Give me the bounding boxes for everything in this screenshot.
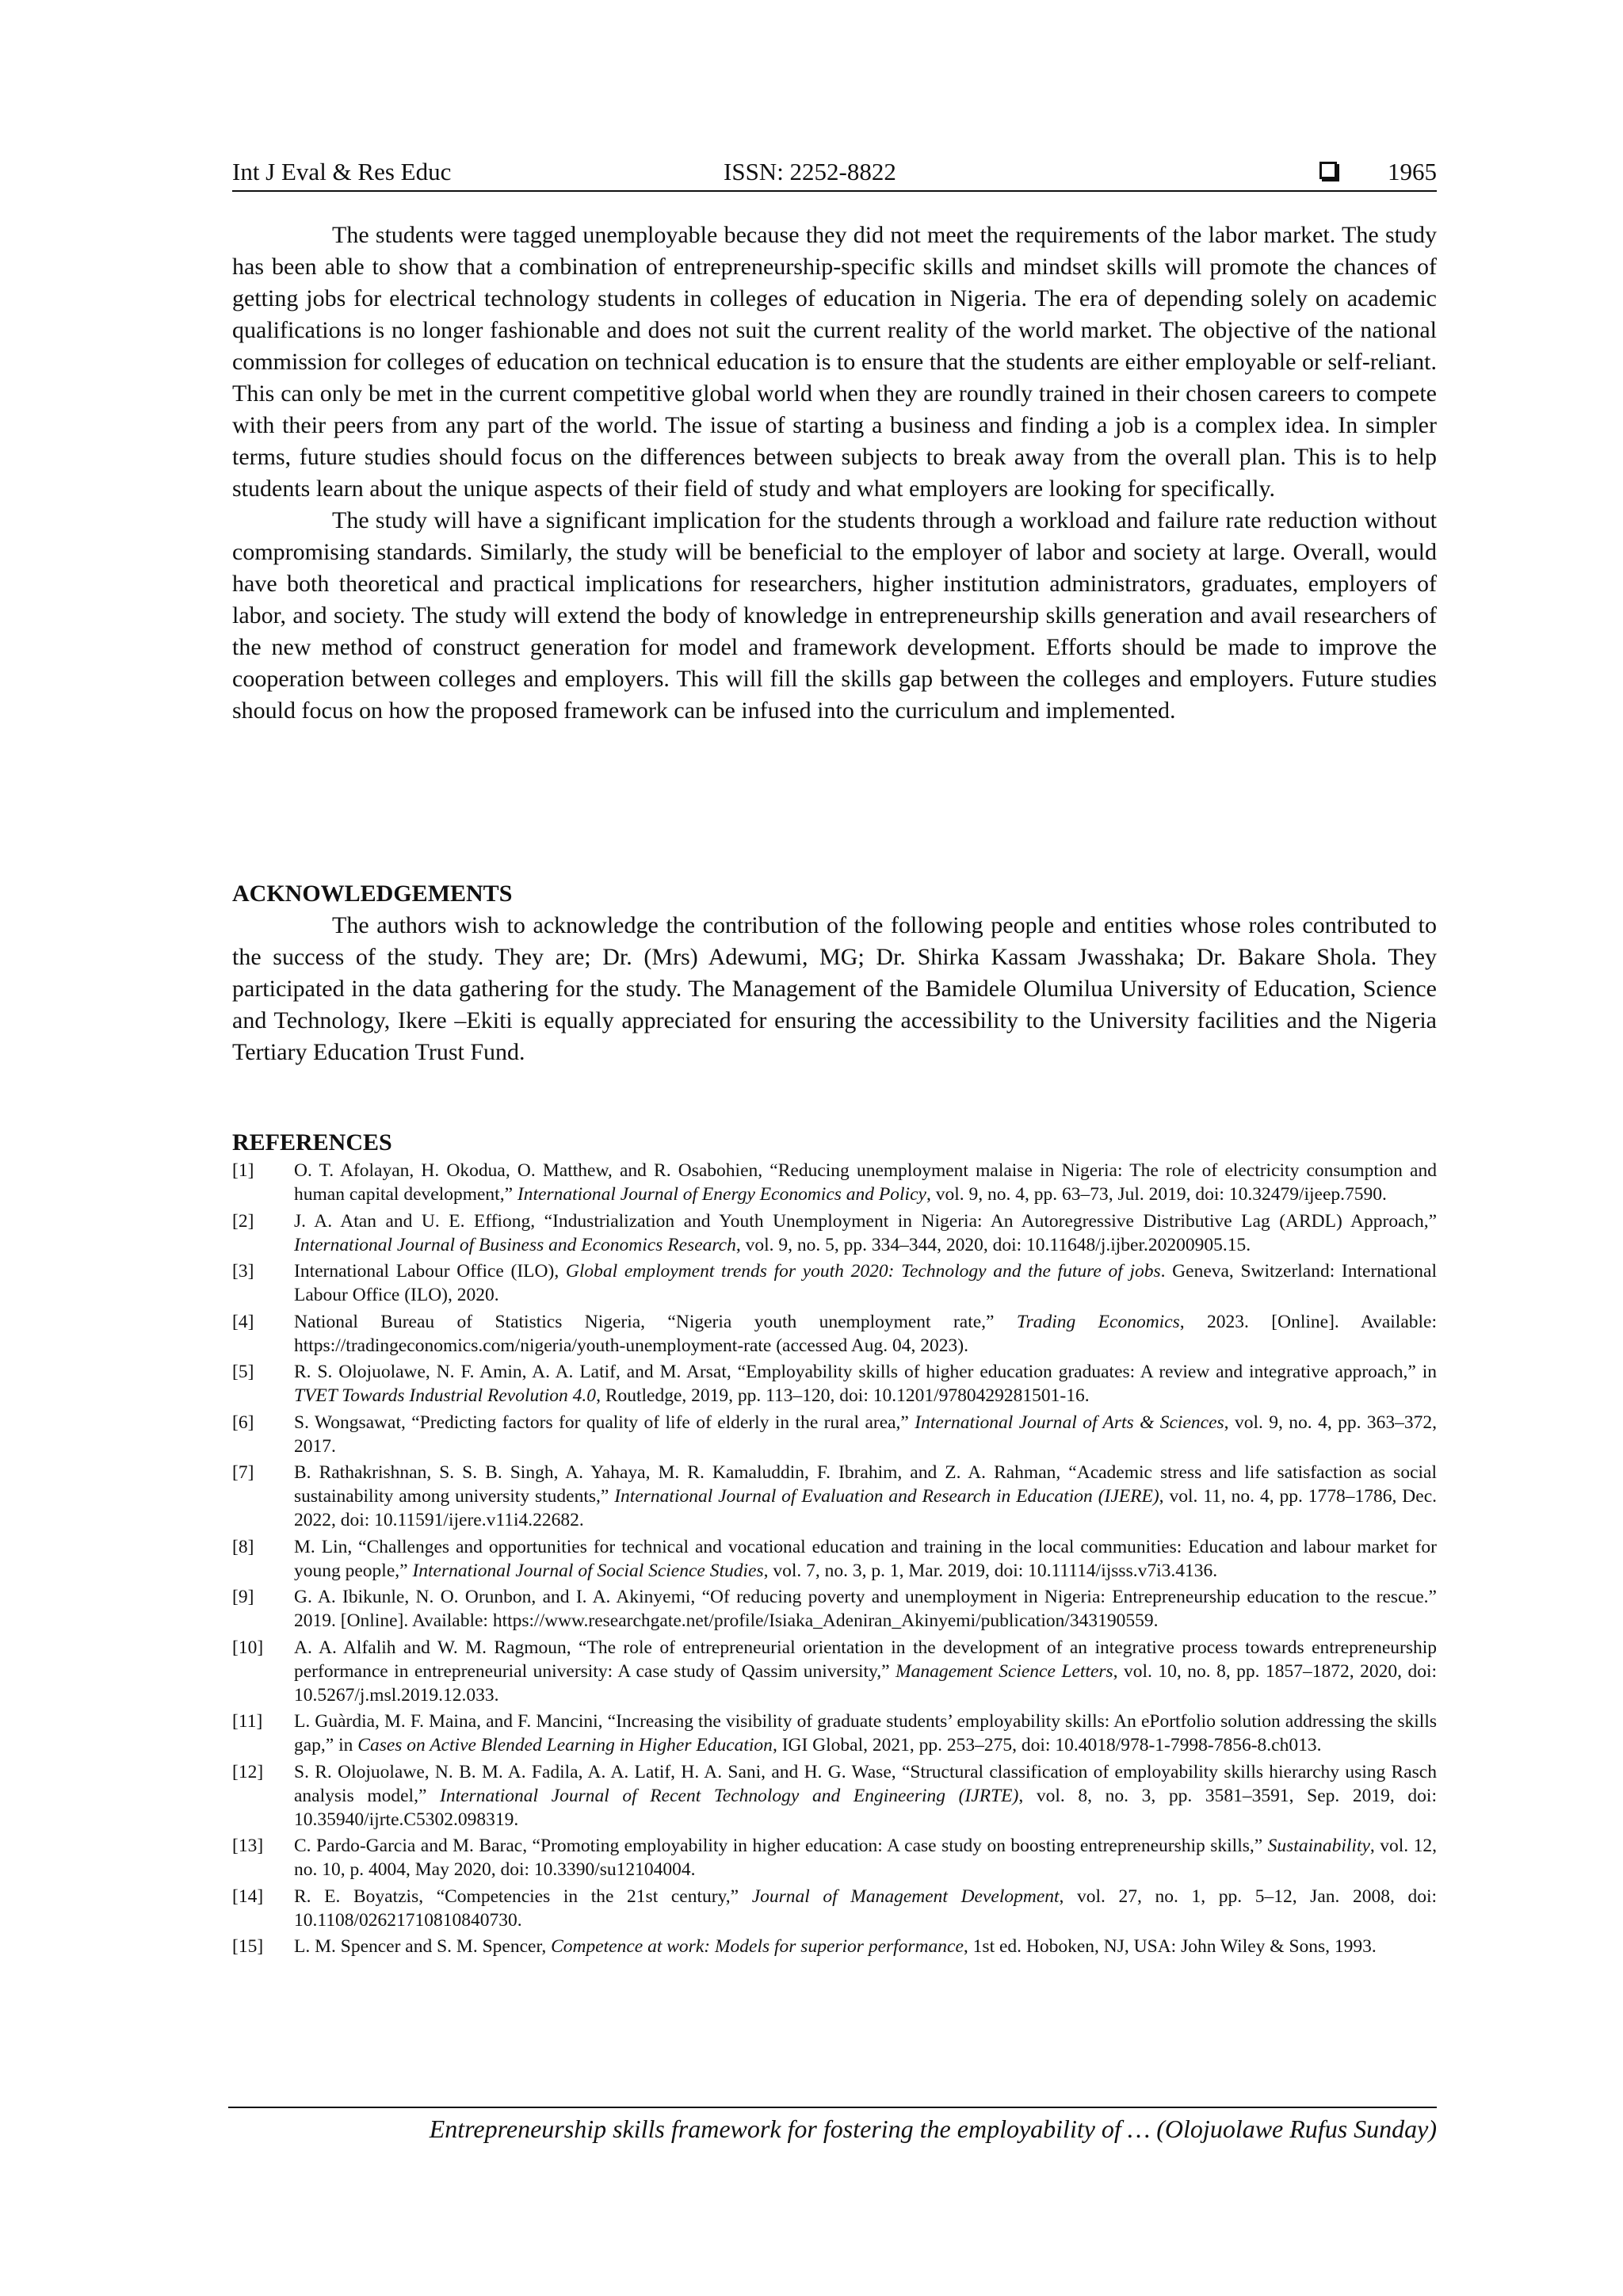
- journal-name: Int J Eval & Res Educ: [232, 158, 452, 185]
- reference-number: [6]: [232, 1412, 254, 1433]
- reference-details: , IGI Global, 2021, pp. 253–275, doi: 10.4018/978-1-7998-7856-8.ch013.: [772, 1735, 1322, 1755]
- reference-text: L. M. Spencer and S. M. Spencer,: [294, 1936, 552, 1957]
- body-paragraph-2: The study will have a significant implication for the students through a workload and failure rate reduction without compromising standards. Similarly, the study will be beneficial to the employer of labor and society at large. Overall, would have both theoretical and practical implications for researchers, higher institution administrators, graduates, employers of labor, and society. The study will extend the body of knowledge in entrepreneurship skills generation and avail researchers of the new method of construct generation for model and framework development. Efforts should be made to improve the cooperation between colleges and employers. This will fill the skills gap between the colleges and employers. Future studies should focus on how the proposed framework can be infused into the curriculum and implemented.: [232, 507, 1437, 724]
- reference-source-title: International Journal of Arts & Sciences: [915, 1412, 1224, 1433]
- reference-number: [10]: [232, 1637, 264, 1658]
- reference-item: [232, 1760, 1437, 1832]
- reference-text: S. R. Olojuolawe, N. B. M. A. Fadila, A. A. Latif, H. A. Sani, and H. G. Wase, “Structural classification of employability skills hierarchy using Rasch analysis model,”: [294, 1761, 1437, 1806]
- reference-source-title: International Journal of Recent Technology and Engineering (IJRTE): [440, 1785, 1019, 1806]
- reference-source-title: International Journal of Social Science Studies: [412, 1560, 764, 1581]
- reference-number: [14]: [232, 1885, 264, 1907]
- reference-source-title: Management Science Letters: [896, 1660, 1113, 1682]
- reference-details: , vol. 9, no. 5, pp. 334–344, 2020, doi: 10.11648/j.ijber.20200905.15.: [735, 1234, 1251, 1255]
- reference-list: [232, 1159, 1437, 1958]
- reference-item: [232, 1159, 1437, 1206]
- reference-source-title: Global employment trends for youth 2020: Technology and the future of jobs: [565, 1261, 1161, 1282]
- acknowledgements-paragraph: The authors wish to acknowledge the contribution of the following people and entities whose roles contributed to the success of the study. They are; Dr. (Mrs) Adewumi, MG; Dr. Shirka Kassam Jwasshaka; Dr. Bakare Shola. They participated in the data gathering for the study. The Management of the Bamidele Olumilua University of Education, Science and Technology, Ikere –Ekiti is equally appreciated for ensuring the accessibility to the University facilities and the Nigeria Tertiary Education Trust Fund.: [232, 912, 1437, 1065]
- reference-details: , 1st ed. Hoboken, NJ, USA: John Wiley & Sons, 1993.: [963, 1936, 1377, 1957]
- reference-details: , vol. 8, no. 3, pp. 3581–3591, Sep. 2019, doi: 10.35940/ijrte.C5302.098319.: [294, 1785, 1437, 1830]
- reference-text: M. Lin, “Challenges and opportunities for technical and vocational education and training in the local communities: Education and labour market for young people,”: [294, 1536, 1437, 1581]
- reference-number: [1]: [232, 1160, 254, 1181]
- reference-number: [11]: [232, 1711, 263, 1732]
- reference-number: [12]: [232, 1761, 264, 1782]
- checkbox-square-icon: [1319, 162, 1337, 179]
- reference-text: O. T. Afolayan, H. Okodua, O. Matthew, and R. Osabohien, “Reducing unemployment malaise in Nigeria: The role of electricity consumption and human capital development,”: [294, 1160, 1437, 1205]
- reference-text: National Bureau of Statistics Nigeria, “Nigeria youth unemployment rate,”: [294, 1311, 1017, 1332]
- reference-item: [232, 1636, 1437, 1707]
- body-text: [232, 220, 1437, 727]
- reference-number: [9]: [232, 1587, 254, 1607]
- reference-source-title: International Journal of Business and Economics Research: [294, 1234, 736, 1255]
- reference-item: [232, 1535, 1437, 1583]
- reference-item: [232, 1885, 1437, 1932]
- reference-item: [232, 1360, 1437, 1408]
- reference-source-title: Journal of Management Development: [751, 1885, 1060, 1907]
- reference-text: R. E. Boyatzis, “Competencies in the 21st century,”: [294, 1885, 752, 1907]
- reference-details: . Geneva, Switzerland: International Labour Office (ILO), 2020.: [294, 1261, 1437, 1305]
- reference-text: International Labour Office (ILO),: [294, 1261, 566, 1282]
- reference-number: [4]: [232, 1311, 254, 1332]
- reference-item: [232, 1710, 1437, 1757]
- reference-details: , vol. 11, no. 4, pp. 1778–1786, Dec. 2022, doi: 10.11591/ijere.v11i4.22682.: [294, 1486, 1437, 1530]
- reference-source-title: Competence at work: Models for superior performance: [551, 1936, 964, 1957]
- reference-item: [232, 1259, 1437, 1307]
- reference-item: [232, 1310, 1437, 1358]
- reference-source-title: TVET Towards Industrial Revolution 4.0: [294, 1385, 597, 1406]
- footer-rule: [228, 2107, 1437, 2108]
- reference-source-title: Cases on Active Blended Learning in Higher Education: [357, 1735, 773, 1755]
- reference-details: , vol. 12, no. 10, p. 4004, May 2020, doi: 10.3390/su12104004.: [294, 1836, 1438, 1880]
- reference-source-title: International Journal of Evaluation and Research in Education (IJERE): [614, 1486, 1159, 1507]
- references-heading: REFERENCES: [232, 1129, 392, 1156]
- reference-item: [232, 1461, 1437, 1532]
- reference-source-title: International Journal of Energy Economics and Policy: [517, 1184, 926, 1205]
- reference-item: [232, 1935, 1437, 1958]
- reference-text: G. A. Ibikunle, N. O. Orunbon, and I. A. Akinyemi, “Of reducing poverty and unemployment in Nigeria: Entrepreneurship education to the rescue.” 2019. [Online]. Available: https://www.researchgate.net/profile/Isiaka_Adeniran_Akinyemi/publication/343190559.: [294, 1587, 1437, 1631]
- header-rule: [232, 190, 1437, 192]
- acknowledgements-heading: ACKNOWLEDGEMENTS: [232, 881, 513, 907]
- reference-item: [232, 1834, 1437, 1881]
- reference-number: [15]: [232, 1936, 264, 1957]
- running-header: [232, 155, 1437, 189]
- reference-source-title: Sustainability: [1267, 1836, 1370, 1856]
- reference-text: C. Pardo-Garcia and M. Barac, “Promoting employability in higher education: A case study on boosting entrepreneurship skills,”: [294, 1836, 1268, 1856]
- page-number: 1965: [1388, 158, 1437, 185]
- reference-number: [5]: [232, 1362, 254, 1382]
- reference-text: A. A. Alfalih and W. M. Ragmoun, “The role of entrepreneurial orientation in the development of an integrative process towards entrepreneurship performance in entrepreneurial university: A case study of Qassim university,”: [294, 1637, 1437, 1682]
- reference-text: S. Wongsawat, “Predicting factors for quality of life of elderly in the rural area,”: [294, 1412, 915, 1433]
- reference-details: , vol. 10, no. 8, pp. 1857–1872, 2020, doi: 10.5267/j.msl.2019.12.033.: [294, 1660, 1438, 1706]
- body-paragraph-1: The students were tagged unemployable because they did not meet the requirements of the labor market. The study has been able to show that a combination of entrepreneurship-specific skills and mindset skills will promote the chances of getting jobs for electrical technology students in colleges of education in Nigeria. The era of depending solely on academic qualifications is no longer fashionable and does not suit the current reality of the world market. The objective of the national commission for colleges of education on technical education is to ensure that the students are either employable or self-reliant. This can only be met in the current competitive global world when they are roundly trained in their chosen careers to compete with their peers from any part of the world. The issue of starting a business and finding a job is a complex idea. In simpler terms, future studies should focus on the differences between subjects to break away from the overall plan. This is to help students learn about the unique aspects of their field of study and what employers are looking for specifically.: [232, 222, 1437, 502]
- reference-number: [2]: [232, 1210, 254, 1232]
- reference-number: [3]: [232, 1261, 254, 1282]
- reference-item: [232, 1585, 1437, 1633]
- reference-number: [13]: [232, 1836, 264, 1856]
- acknowledgements-section: [232, 878, 1437, 1068]
- references-section: [232, 1127, 1437, 1962]
- reference-text: R. S. Olojuolawe, N. F. Amin, A. A. Latif, and M. Arsat, “Employability skills of higher education graduates: A review and integrative approach,” in: [294, 1362, 1437, 1382]
- reference-text: J. A. Atan and U. E. Effiong, “Industrialization and Youth Unemployment in Nigeria: An Autoregressive Distributive Lag (ARDL) Approach,”: [294, 1210, 1437, 1232]
- reference-details: , vol. 7, no. 3, p. 1, Mar. 2019, doi: 10.11114/ijsss.v7i3.4136.: [763, 1560, 1218, 1581]
- reference-item: [232, 1209, 1437, 1257]
- issn: ISSN: 2252-8822: [724, 158, 896, 185]
- reference-details: , vol. 27, no. 1, pp. 5–12, Jan. 2008, doi: 10.1108/02621710810840730.: [294, 1885, 1438, 1931]
- reference-source-title: Trading Economics: [1016, 1311, 1180, 1332]
- reference-details: , vol. 9, no. 4, pp. 363–372, 2017.: [294, 1412, 1438, 1457]
- reference-details: , Routledge, 2019, pp. 113–120, doi: 10.1201/9780429281501-16.: [596, 1385, 1090, 1406]
- reference-text: L. Guàrdia, M. F. Maina, and F. Mancini, “Increasing the visibility of graduate students’ employability skills: An ePortfolio solution addressing the skills gap,” in: [294, 1711, 1437, 1755]
- reference-details: , vol. 9, no. 4, pp. 63–73, Jul. 2019, doi: 10.32479/ijeep.7590.: [926, 1184, 1387, 1205]
- reference-number: [8]: [232, 1536, 254, 1557]
- reference-number: [7]: [232, 1462, 254, 1483]
- reference-item: [232, 1411, 1437, 1458]
- running-footer: Entrepreneurship skills framework for fostering the employability of … (Olojuolawe Rufus Sunday): [429, 2115, 1437, 2143]
- reference-text: B. Rathakrishnan, S. S. B. Singh, A. Yahaya, M. R. Kamaluddin, F. Ibrahim, and Z. A. Rahman, “Academic stress and life satisfaction as social sustainability among university students,”: [294, 1462, 1437, 1507]
- reference-details: , 2023. [Online]. Available: https://tradingeconomics.com/nigeria/youth-unemployment-rate (accessed Aug. 04, 2023).: [294, 1311, 1437, 1356]
